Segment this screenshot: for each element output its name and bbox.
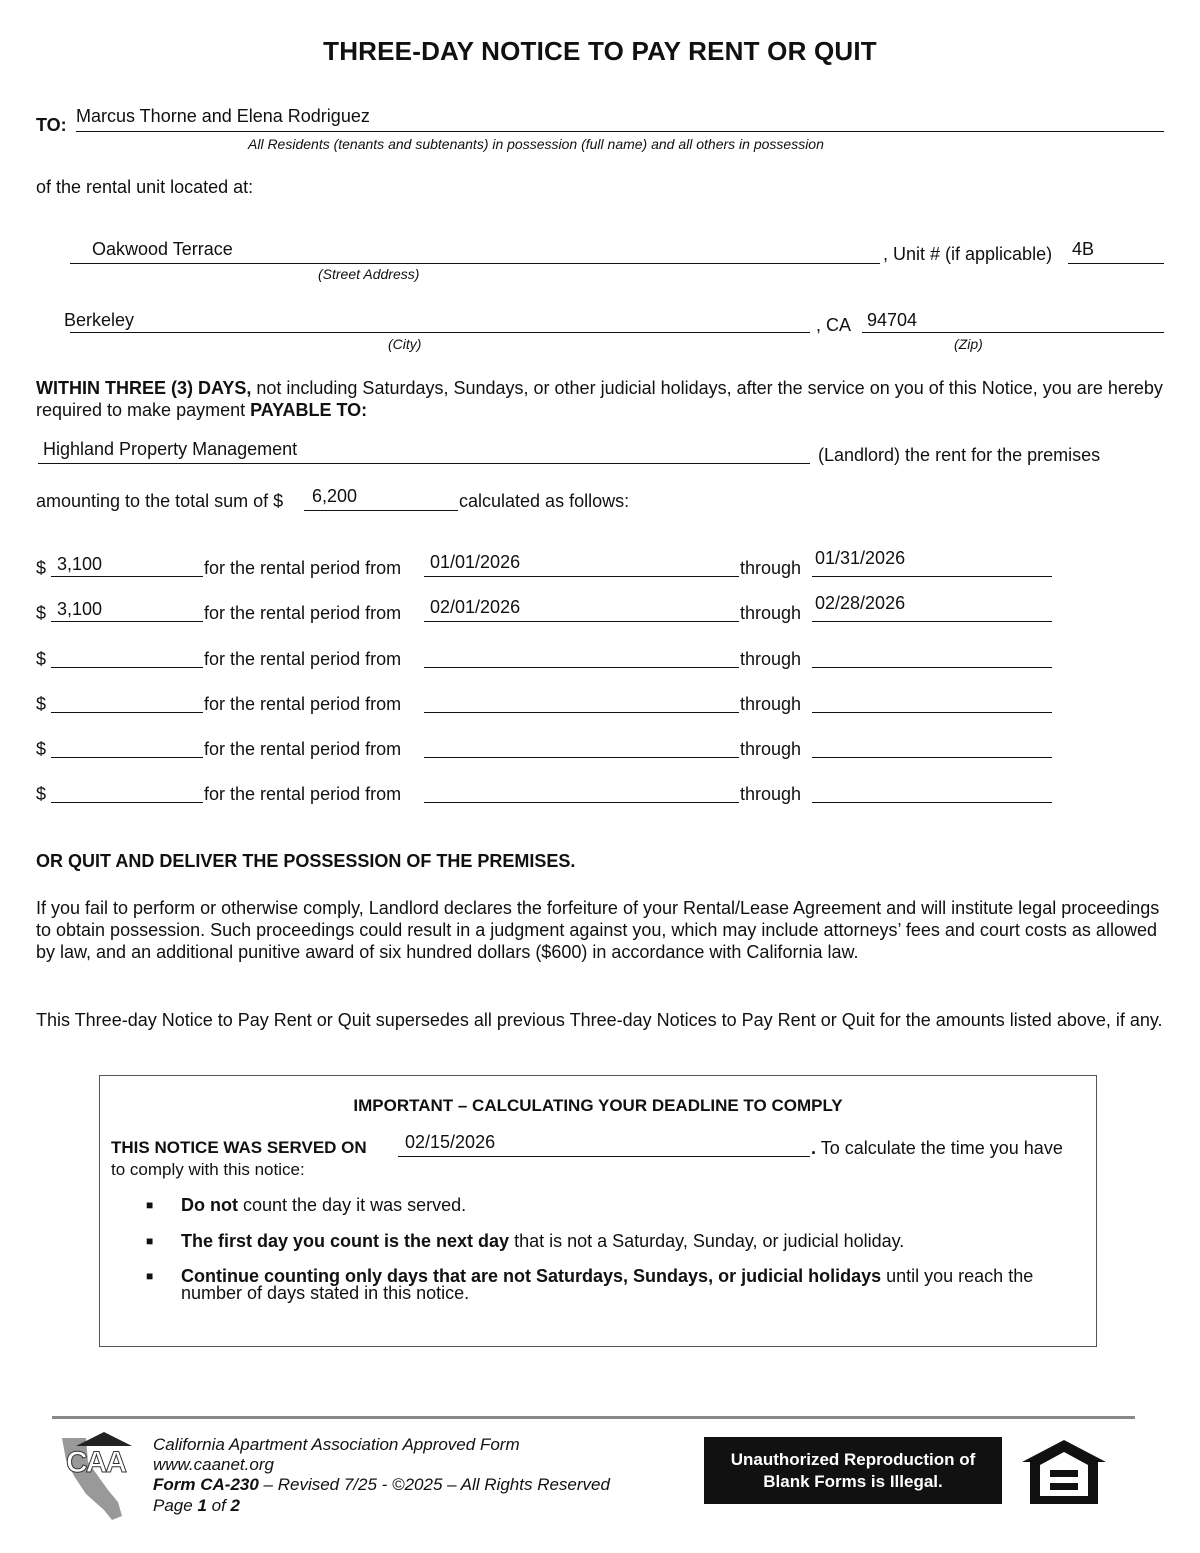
bullet-marker: ■ [146,1234,154,1248]
rent-row-amount-underline [51,576,203,577]
footer-divider [52,1416,1135,1419]
served-label: THIS NOTICE WAS SERVED ON [111,1138,367,1157]
to-caption: All Residents (tenants and subtenants) in possession (full name) and all others in possession [248,136,824,152]
rent-row-amount-underline [51,802,203,803]
rent-row-dollar-label: $ [36,739,47,759]
bullet-item: Continue counting only days that are not Saturdays, Sundays, or judicial holidays until you reach the number of days stated in this notice. [181,1266,1034,1303]
to-label: TO: [36,115,67,135]
rent-row-through-field[interactable]: 01/31/2026 [815,548,906,568]
total-underline [304,510,458,511]
rent-row-through-label: through [740,603,802,623]
street-address-field[interactable]: Oakwood Terrace [92,239,233,259]
page-title: THREE-DAY NOTICE TO PAY RENT OR QUIT [323,36,877,66]
city-underline [70,332,810,333]
rent-row-amount-underline [51,712,203,713]
rent-row-from-underline [424,667,739,668]
important-heading: IMPORTANT – CALCULATING YOUR DEADLINE TO COMPLY [353,1096,843,1115]
rent-row-from-field[interactable]: 01/01/2026 [430,552,521,572]
bullet-item: Do not count the day it was served. [181,1195,467,1215]
served-date-field[interactable]: 02/15/2026 [405,1132,496,1152]
zip-field[interactable]: 94704 [867,310,918,330]
rent-row-from-label: for the rental period from [204,694,402,714]
caa-logo-text: CAA [66,1446,125,1479]
rent-row-through-underline [812,757,1052,758]
equal-housing-icon [1020,1438,1108,1511]
rent-row-through-underline [812,802,1052,803]
rent-row-amount-underline [51,621,203,622]
landlord-suffix: (Landlord) the rent for the premises [818,445,1101,465]
city-caption: (City) [388,336,422,352]
footer-line1: California Apartment Association Approved Form [153,1435,520,1454]
rent-row-from-field[interactable]: 02/01/2026 [430,597,521,617]
unit-field[interactable]: 4B [1072,239,1095,259]
rent-row-through-underline [812,576,1052,577]
total-suffix: calculated as follows: [459,491,630,511]
within-text: not including Saturdays, Sundays, or other judicial holidays, after the service on you of this Notice, you are hereby required to make payment [36,378,1163,420]
within-bold-start: WITHIN THREE (3) DAYS, [36,378,252,398]
served-after: . To calculate the time you have [811,1138,1063,1158]
stamp-line1: Unauthorized Reproduction of [730,1449,976,1469]
bullet-marker: ■ [146,1198,154,1212]
rent-row-through-field[interactable]: 02/28/2026 [815,593,906,613]
street-caption: (Street Address) [318,266,420,282]
footer-form: Form CA-230 – Revised 7/25 - ©2025 – All Rights Reserved [153,1475,610,1494]
served-underline [398,1156,810,1157]
zip-caption: (Zip) [954,336,983,352]
unit-label: , Unit # (if applicable) [883,244,1053,264]
served-after-2: to comply with this notice: [111,1160,305,1179]
rent-row-from-underline [424,576,739,577]
rent-row-dollar-label: $ [36,784,47,804]
stamp-line2: Blank Forms is Illegal. [763,1471,943,1491]
rent-row-amount-field[interactable]: 3,100 [57,554,103,574]
rent-row-from-underline [424,802,739,803]
rent-row-from-label: for the rental period from [204,649,402,669]
rent-row-through-label: through [740,739,802,759]
caa-logo [56,1432,138,1524]
within-paragraph [36,377,1166,421]
rent-row-dollar-label: $ [36,603,47,623]
rent-row-amount-underline [51,757,203,758]
footer-page: Page 1 of 2 [153,1496,240,1515]
rent-row-dollar-label: $ [36,649,47,669]
rent-row-from-label: for the rental period from [204,784,402,804]
rent-row-through-label: through [740,694,802,714]
reproduction-warning-stamp [704,1437,1002,1504]
rent-row-dollar-label: $ [36,694,47,714]
state-label: , CA [816,315,852,335]
zip-underline [862,332,1164,333]
unit-underline [1068,263,1164,264]
rent-row-through-label: through [740,649,802,669]
footer-url: www.caanet.org [153,1455,274,1474]
landlord-underline [38,463,810,464]
to-field[interactable]: Marcus Thorne and Elena Rodriguez [76,106,370,126]
rent-row-through-underline [812,621,1052,622]
landlord-field[interactable]: Highland Property Management [43,439,298,459]
rent-row-from-underline [424,712,739,713]
payable-to-label: PAYABLE TO: [250,400,368,420]
to-underline [76,131,1164,132]
street-underline [70,263,880,264]
total-prefix: amounting to the total sum of $ [36,491,284,511]
total-amount-field[interactable]: 6,200 [312,486,358,506]
rent-row-through-underline [812,667,1052,668]
rent-row-from-label: for the rental period from [204,739,402,759]
rent-row-through-label: through [740,784,802,804]
forfeiture-paragraph: If you fail to perform or otherwise comply, Landlord declares the forfeiture of your Rental/Lease Agreement and will institute legal proceedings to obtain possession. Such proceedings could result in a judgment against you, which may include attorneys’ fees and court costs as allowed by law, and an additional punitive award of six hundred dollars ($600) in accordance with California law. [36,898,1160,962]
rent-row-through-label: through [740,558,802,578]
quit-heading: OR QUIT AND DELIVER THE POSSESSION OF THE PREMISES. [36,851,576,871]
rent-row-dollar-label: $ [36,558,47,578]
rent-row-from-underline [424,757,739,758]
rent-row-amount-field[interactable]: 3,100 [57,599,103,619]
city-field[interactable]: Berkeley [64,310,135,330]
supersedes-paragraph: This Three-day Notice to Pay Rent or Quit supersedes all previous Three-day Notices to Pay Rent or Quit for the amounts listed above, if any. [36,1010,1163,1030]
rent-row-from-label: for the rental period from [204,558,402,578]
rent-row-from-underline [424,621,739,622]
location-intro: of the rental unit located at: [36,177,254,197]
rent-row-amount-underline [51,667,203,668]
bullet-marker: ■ [146,1269,154,1283]
rent-row-from-label: for the rental period from [204,603,402,623]
bullet-item: The first day you count is the next day that is not a Saturday, Sunday, or judicial holiday. [181,1231,905,1251]
rent-row-through-underline [812,712,1052,713]
